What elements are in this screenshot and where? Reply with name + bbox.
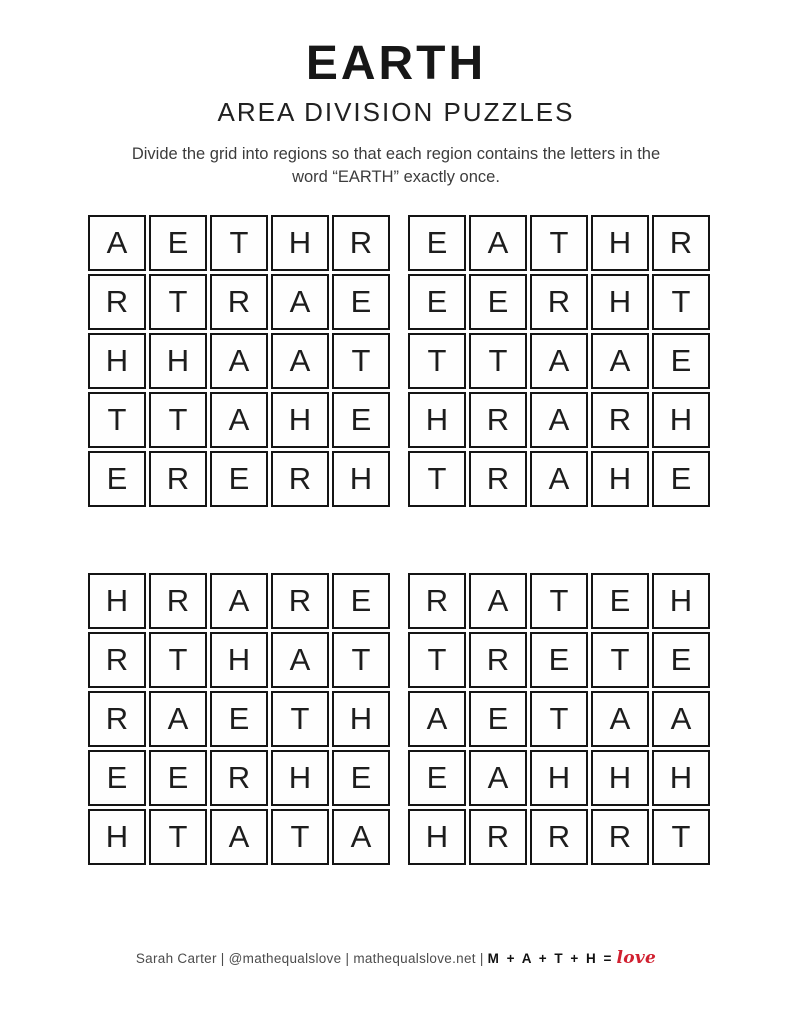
grid-cell: R (88, 691, 146, 747)
instructions-line-2: word “EARTH” exactly once. (292, 168, 500, 187)
grid-cell: T (408, 451, 466, 507)
grid-cell: E (332, 750, 390, 806)
grid-cell: E (591, 573, 649, 629)
instructions-line-1: Divide the grid into regions so that each region contains the letters in the (131, 145, 661, 163)
grid-cell: R (530, 274, 588, 330)
grid-cell: T (408, 632, 466, 688)
grid-cell: A (652, 691, 710, 747)
grid-cell: H (149, 333, 207, 389)
grid-cell: T (210, 215, 268, 271)
grid-cell: R (408, 573, 466, 629)
grid-cell: H (652, 750, 710, 806)
header (0, 0, 792, 190)
grid-cell: R (210, 274, 268, 330)
grid-cell: T (332, 333, 390, 389)
grid-cell: T (149, 809, 207, 865)
footer (0, 948, 792, 968)
grid-cell: R (210, 750, 268, 806)
grid-cell: H (210, 632, 268, 688)
grid-cell: E (530, 632, 588, 688)
grid-cell: E (652, 451, 710, 507)
grid-cell: A (408, 691, 466, 747)
grid-cell: H (408, 809, 466, 865)
grid-cell: H (88, 809, 146, 865)
grid-cell: A (149, 691, 207, 747)
grid-cell: A (210, 392, 268, 448)
grid-cell: H (591, 750, 649, 806)
grid-cell: R (469, 632, 527, 688)
footer-logo-love-script: love (616, 948, 657, 968)
grid-cell: H (332, 691, 390, 747)
page-title: EARTH (305, 37, 487, 90)
grid-cell: E (210, 451, 268, 507)
grid-cell: A (469, 573, 527, 629)
grid-cell: R (149, 451, 207, 507)
puzzle-grid-bottom-right (408, 573, 710, 865)
grid-cell: H (332, 451, 390, 507)
grid-cell: E (88, 750, 146, 806)
grid-cell: A (210, 573, 268, 629)
grid-cell: H (271, 750, 329, 806)
grid-cell: T (149, 392, 207, 448)
grid-cell: R (149, 573, 207, 629)
puzzle-grid-top-right (408, 215, 710, 507)
grid-cell: E (408, 274, 466, 330)
grid-cell: T (530, 691, 588, 747)
grid-cell: E (332, 274, 390, 330)
grid-cell: A (210, 333, 268, 389)
grid-cell: A (271, 632, 329, 688)
grid-cell: T (88, 392, 146, 448)
grid-cell: R (591, 809, 649, 865)
grid-cell: E (469, 274, 527, 330)
grid-cell: R (271, 573, 329, 629)
grid-cell: E (332, 392, 390, 448)
grid-cell: R (271, 451, 329, 507)
grid-cell: R (530, 809, 588, 865)
grid-cell: T (591, 632, 649, 688)
grid-cell: E (332, 573, 390, 629)
grid-cell: E (469, 691, 527, 747)
instructions (0, 143, 792, 190)
grid-cell: R (469, 809, 527, 865)
grid-cell: E (88, 451, 146, 507)
grid-cell: T (149, 632, 207, 688)
grid-cell: H (88, 573, 146, 629)
puzzle-grid-bottom-left (88, 573, 390, 865)
grid-cell: T (271, 809, 329, 865)
grid-cell: T (469, 333, 527, 389)
grid-cell: R (88, 632, 146, 688)
grid-cell: A (271, 333, 329, 389)
grid-cell: H (652, 392, 710, 448)
grid-cell: R (88, 274, 146, 330)
grid-cell: E (652, 632, 710, 688)
grid-cell: T (652, 274, 710, 330)
footer-logo-math: M + A + T + H = (487, 951, 614, 966)
grid-cell: H (591, 215, 649, 271)
grid-cell: R (469, 392, 527, 448)
grid-cell: A (332, 809, 390, 865)
grid-cell: T (652, 809, 710, 865)
grid-cell: E (408, 215, 466, 271)
grid-cell: H (271, 215, 329, 271)
grid-cell: T (271, 691, 329, 747)
grid-cell: A (530, 392, 588, 448)
grid-cell: T (332, 632, 390, 688)
grid-cell: A (88, 215, 146, 271)
page-subtitle: AREA DIVISION PUZZLES (217, 97, 575, 127)
grid-cell: H (271, 392, 329, 448)
grid-cell: E (652, 333, 710, 389)
grid-cell: E (210, 691, 268, 747)
grid-cell: R (652, 215, 710, 271)
puzzle-grid-top-left (88, 215, 390, 507)
grid-cell: A (530, 333, 588, 389)
grid-cell: H (530, 750, 588, 806)
grid-cell: T (530, 573, 588, 629)
grid-cell: H (591, 451, 649, 507)
grid-cell: A (469, 215, 527, 271)
grid-cell: A (591, 691, 649, 747)
grid-cell: R (591, 392, 649, 448)
grid-cell: T (530, 215, 588, 271)
grid-cell: A (591, 333, 649, 389)
grid-cell: A (530, 451, 588, 507)
grid-cell: H (652, 573, 710, 629)
grid-cell: E (149, 750, 207, 806)
footer-credit: Sarah Carter | @mathequalslove | mathequalslove.net | (135, 951, 484, 966)
grid-cell: H (408, 392, 466, 448)
puzzle-grids-area (88, 215, 710, 865)
grid-cell: R (332, 215, 390, 271)
grid-cell: A (210, 809, 268, 865)
grid-cell: E (149, 215, 207, 271)
grid-cell: A (469, 750, 527, 806)
grid-cell: H (88, 333, 146, 389)
grid-cell: E (408, 750, 466, 806)
grid-cell: H (591, 274, 649, 330)
grid-cell: T (149, 274, 207, 330)
grid-cell: T (408, 333, 466, 389)
grid-cell: R (469, 451, 527, 507)
grid-cell: A (271, 274, 329, 330)
